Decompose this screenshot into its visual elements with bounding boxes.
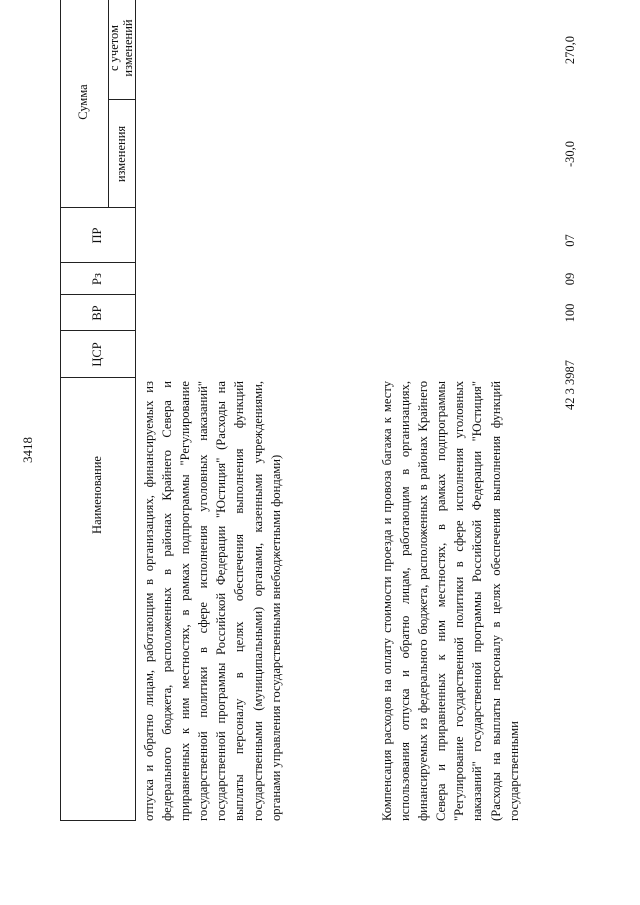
row-2-pr: 07 [563,234,577,247]
page-number: 3418 [20,437,35,463]
header-csr: ЦСР [90,342,105,367]
header-change: изменения [113,125,128,183]
row-2-with-change: 270,0 [563,35,577,65]
table-left-border [60,820,136,821]
header-vr: ВР [90,305,105,321]
row-2-name: Компенсация расходов на оплату стоимости проезда и провоза багажа к месту использования отпуска и обратно лицам, работающим в организациях, финансируемых из федерального бюджета, расположенных в районах Крайнего Севера и приравненных к ним местностях, в рамках подпрограммы "Регулирование государственной политики в сфере исполнения уголовных наказаний" государственной программы Российской Федерации "Юстиция" (Расходы на выплаты персоналу в целях обеспечения выполнения функций государственными [380,381,521,821]
row-2-csr: 42 3 3987 [563,360,577,410]
header-rz: Рз [90,273,105,285]
header-name: Наименование [90,456,105,534]
table-top-border [60,0,61,821]
header-sum: Сумма [76,84,91,120]
header-with-change: с учетом изменений [107,19,135,77]
header-bottom-line [135,0,136,821]
row-1-name: отпуска и обратно лицам, работающим в организациях, финансируемых из федерального бюджета, расположенных в районах Крайнего Севера и приравненных к ним местностях, в рамках подпрограммы "Регулирование государственной политики в сфере исполнения уголовных наказаний" государственной программы Российской Федерации "Юстиция" (Расходы на выплаты персоналу в целях обеспечения выполнения функций государственными (муниципальными) органами, казенными учреждениями, органами управления государственными внебюджетными фондами) [142,381,283,821]
header-pr: ПР [90,227,105,244]
row-2-change: -30,0 [563,140,577,168]
row-2-vr: 100 [563,303,577,323]
row-2-rz: 09 [563,272,577,286]
